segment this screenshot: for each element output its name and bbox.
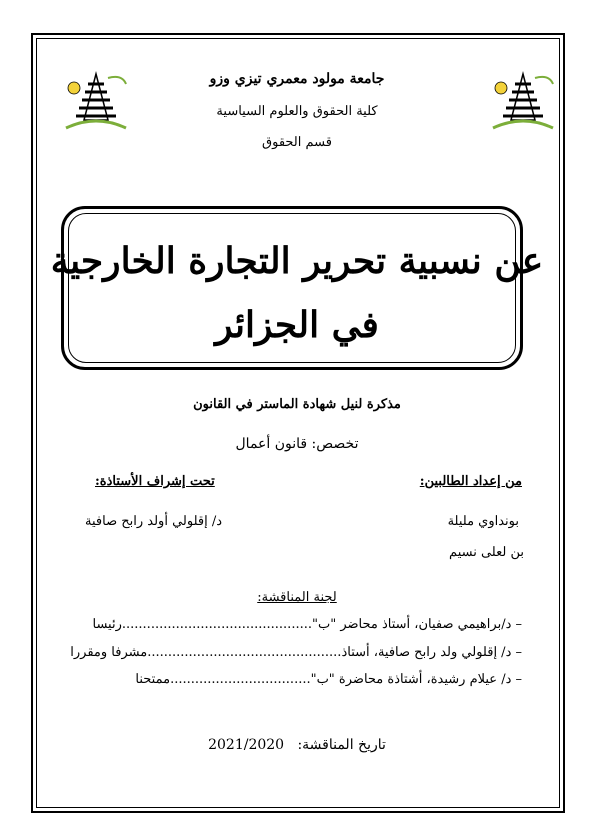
thesis-title-line1: عن نسبية تحرير التجارة الخارجية [50,240,544,282]
jury-dash: – [515,645,522,660]
student-name-2: بن لعلى نسيم [449,545,524,560]
defense-date-line [0,737,594,753]
jury-dash: – [515,672,522,687]
university-name: جامعة مولود معمري تيزي وزو [209,71,385,87]
jury-role: رئيسا [92,617,122,632]
jury-role: مشرفا ومقررا [70,645,148,660]
jury-member-text: د/ إقلولي ولد رابح صافية، أستاذ [341,645,512,660]
defense-date-value: 2021/2020 [208,737,285,753]
student-name-1: بونداوي مليلة [447,514,519,529]
jury-dots: .................................. [170,672,311,687]
jury-role: ممتحنا [135,672,171,687]
department-name: قسم الحقوق [262,135,332,150]
memo-statement: مذكرة لنيل شهادة الماستر في القانون [193,397,401,412]
jury-dash: – [515,617,522,632]
jury-member-1 [93,617,523,632]
jury-member-2 [70,645,522,660]
thesis-title-line2: في الجزائر [215,304,379,346]
page-border-inner [36,38,560,808]
defense-date-label: تاريخ المناقشة: [297,737,386,753]
jury-member-3 [135,672,522,687]
jury-dots: ............................................... [147,645,342,660]
students-label: من إعداد الطالبين: [419,474,522,489]
supervisor-label: تحت إشراف الأستاذة: [95,474,215,489]
specialty: تخصص: قانون أعمال [235,436,359,452]
faculty-name: كلية الحقوق والعلوم السياسية [216,104,378,119]
supervisor-name: د/ إقلولي أولد رابح صافية [85,514,223,529]
jury-member-text: د/براهيمي صفيان، أستاذ محاضر "ب" [311,617,512,632]
jury-dots: .............................................. [121,617,312,632]
jury-label: لجنة المناقشة: [257,590,337,605]
jury-member-text: د/ عيلام رشيدة، أشتاذة محاضرة "ب" [310,672,512,687]
